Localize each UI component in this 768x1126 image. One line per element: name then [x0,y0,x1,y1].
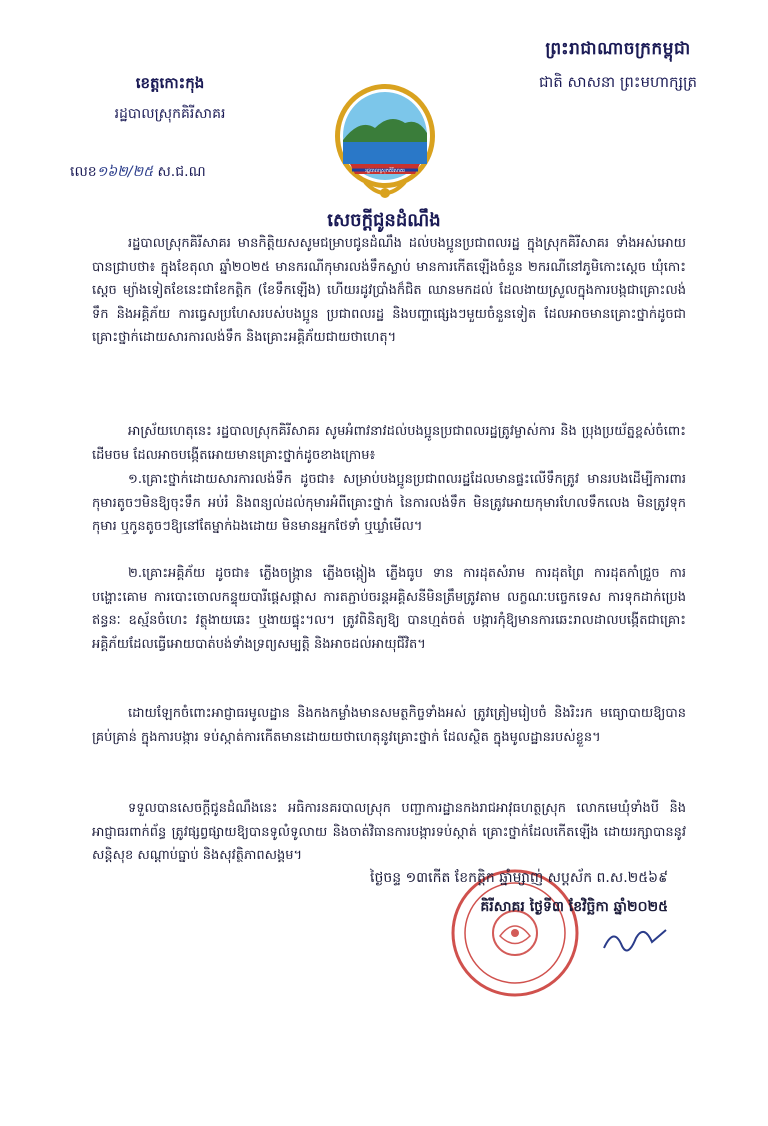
kingdom-header [508,38,728,95]
reference-suffix: ស.ជ.ណ [157,164,206,180]
paragraph-6: ទទួលបានសេចក្តីជូនដំណឹងនេះ អធិការនគរបាលស្រុក បញ្ជាការដ្ឋានកងរាជអាវុធហត្ថស្រុក លោកមេឃុំទាំងបី និងអាជ្ញាធរពាក់ព័ន្ធ ត្រូវផ្សព្វផ្សាយឱ្យបានទូលំទូលាយ និងចាត់វិធានការបង្ការទប់ស្កាត់ គ្រោះថ្នាក់ដែលកើតឡើង ដោយរក្សាបាននូវសន្តិសុខ សណ្តាប់ធ្នាប់ និងសុវត្ថិភាពសង្គម។ [92,801,686,863]
district-logo [330,78,440,208]
paragraph-3: ១.គ្រោះថ្នាក់ដោយសារការលង់ទឹក ដូចជា៖ សម្រាប់បងប្អូនប្រជាពលរដ្ឋដែលមានផ្ទះលើទឹកត្រូវ មានរបងដើម្បីការពារកុមារតូចៗមិនឱ្យចុះទឹក អប់រំ និងពន្យល់ដល់កុមារអំពីគ្រោះថ្នាក់ នៃការលង់ទឹក មិនត្រូវអោយកុមារហែលទឹកលេង មិនត្រូវទុកកុមារ ឬកូនតូចៗឱ្យនៅតែម្នាក់ឯងដោយ មិនមានអ្នកថែទាំ ឬឃ្លាំមើល។ [92,472,686,534]
province-name: ខេត្តកោះកុង [135,74,205,92]
national-motto: ជាតិ សាសនា ព្រះមហាក្សត្រ [538,73,698,91]
issuer-header [70,74,270,125]
paragraph-1: រដ្ឋបាលស្រុកគិរីសាគរ មានកិត្តិយសសូមជម្រាបជូនដំណឹង ដល់បងប្អូនប្រជាពលរដ្ឋ ក្នុងស្រុកគិរីសាគរ ទាំងអស់អោយបានជ្រាបថា៖ ក្នុងខែតុលា ឆ្នាំ២០២៥ មានករណីកុមារលង់ទឹកស្លាប់ មានការកើតឡើងចំនួន ២ករណីនៅភូមិកោះស្តេច ឃុំកោះស្តេច ម្យ៉ាងទៀតខែនេះជាខែកត្តិក (ខែទឹកឡើង) ហើយរដូវប្រាំងក៏ជិត ឈានមកដល់ ដែលងាយស្រួលក្នុងការបង្កជាគ្រោះលង់ទឹក និងអគ្គិភ័យ ការធ្វេសប្រហែសរបស់បងប្អូន ប្រជាពលរដ្ឋ និងបញ្ហាផ្សេងៗមួយចំនួនទៀត ដែលអាចមានគ្រោះថ្នាក់ដូចជា គ្រោះថ្នាក់ដោយសារការលង់ទឹក និងគ្រោះអគ្គិភ័យជាយថាហេតុ។ [92,236,686,345]
reference-number [70,162,206,183]
document-title: សេចក្តីជូនដំណឹង [327,210,441,231]
reference-handwritten: ១៦២/២៥ [96,164,153,180]
date-solar: គិរីសាគរ ថ្ងៃទី៣ ខែវិច្ឆិកា ឆ្នាំ២០២៥ [480,899,668,915]
paragraph-2: អាស្រ័យហេតុនេះ រដ្ឋបាលស្រុកគិរីសាគរ សូមអំពាវនាវដល់បងប្អូនប្រជាពលរដ្ឋត្រូវម្ចាស់ការ និង ប្រុងប្រយ័ត្នខ្ពស់ចំពោះដើមចម ដែលអាចបង្កើតអោយមានគ្រោះថ្នាក់ដូចខាងក្រោម៖ [92,424,686,463]
date-block [288,868,668,918]
paragraph-4: ២.គ្រោះអគ្គិភ័យ ដូចជា៖ ភ្លើងចង្ក្រាន ភ្លើងចង្កៀង ភ្លើងធូប ទាន ការដុតសំរាម ការដុតព្រៃ ការដុតកាំជ្រួច ការបង្ហោះគោម ការបោះចោលកន្ទុយបារីផ្តេសផ្តាស ការតភ្ជាប់ចរន្តអគ្គិសនីមិនត្រឹមត្រូវតាម លក្ខណៈបច្ចេកទេស ការទុកដាក់ប្រេងឥន្ធនៈ ឧស្ម័នចំហេះ វត្ថុងាយឆេះ ឬងាយផ្ទុះ។ល។ ត្រូវពិនិត្យឱ្យ បានហ្មត់ចត់ បង្ការកុំឱ្យមានការឆេះរាលដាលបង្កើតជាគ្រោះអគ្គិភ័យដែលធ្វើអោយបាត់បង់ទាំងទ្រព្យសម្បត្តិ និងអាចដល់អាយុជីវិត។ [92,566,686,652]
date-lunar: ថ្ងៃចន្ទ ១៣កើត ខែកត្តិក ឆ្នាំម្សាញ់ សប្តស័ក ព.ស.២៥៦៩ [370,870,668,886]
signature-mark [600,920,670,960]
paragraph-5: ដោយឡែកចំពោះអាជ្ញាធរមូលដ្ឋាន និងកងកម្លាំងមានសមត្ថកិច្ចទាំងអស់ ត្រូវត្រៀមរៀបចំ និងរិះរក មធ្យោបាយឱ្យបានគ្រប់គ្រាន់ ក្នុងការបង្ការ ទប់ស្កាត់ការកើតមានដោយយថាហេតុនូវគ្រោះថ្នាក់ ដែលស្ថិត ក្នុងមូលដ្ឋានរបស់ខ្លួន។ [92,706,686,745]
kingdom-name: ព្រះរាជាណាចក្រកម្ពុជា [545,39,691,59]
reference-prefix: លេខ [70,164,97,180]
logo-caption: រដ្ឋបាលស្រុកគិរីសាគរ [365,168,405,174]
administration-name: រដ្ឋបាលស្រុកគិរីសាគរ [114,106,226,122]
